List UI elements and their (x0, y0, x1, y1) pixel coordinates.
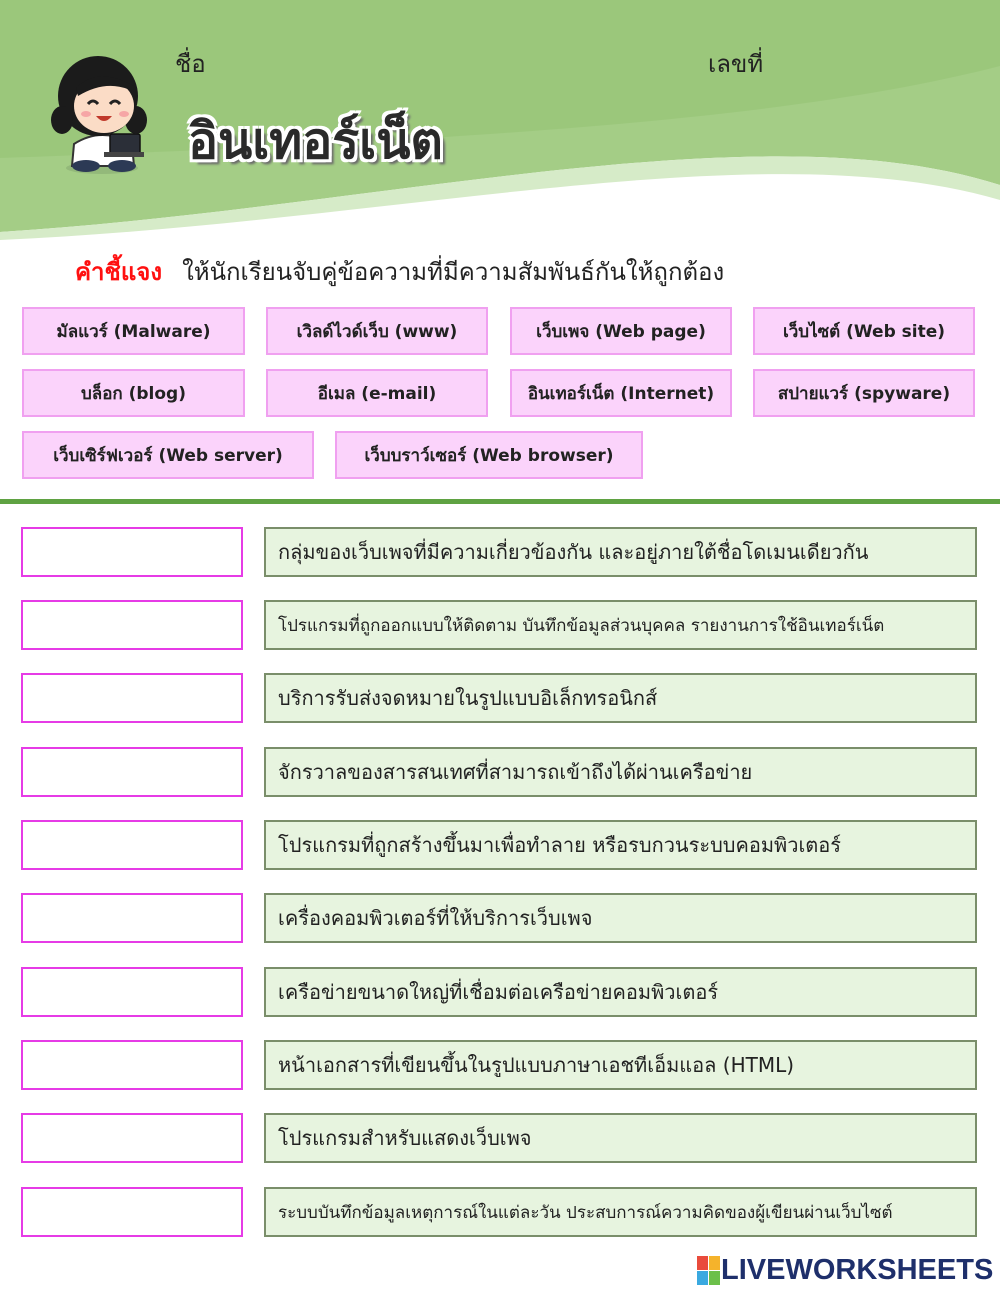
answer-drop-box-5[interactable] (21, 820, 243, 870)
answer-drop-box-4[interactable] (21, 747, 243, 797)
definition-2: โปรแกรมที่ถูกออกแบบให้ติดตาม บันทึกข้อมูลส่วนบุคคล รายงานการใช้อินเทอร์เน็ต (264, 600, 977, 650)
instructions-keyword: คำชี้แจง (75, 258, 163, 286)
section-divider (0, 499, 1000, 504)
answer-drop-box-3[interactable] (21, 673, 243, 723)
liveworksheets-logo-icon (697, 1256, 721, 1286)
student-number-label: เลขที่ (708, 50, 764, 78)
answer-drop-box-6[interactable] (21, 893, 243, 943)
definition-1: กลุ่มของเว็บเพจที่มีความเกี่ยวข้องกัน และอยู่ภายใต้ชื่อโดเมนเดียวกัน (264, 527, 977, 577)
answer-drop-box-10[interactable] (21, 1187, 243, 1237)
definition-4: จักรวาลของสารสนเทศที่สามารถเข้าถึงได้ผ่านเครือข่าย (264, 747, 977, 797)
word-email[interactable]: อีเมล (e-mail) (266, 369, 488, 417)
name-label: ชื่อ (175, 50, 206, 78)
word-web-page[interactable]: เว็บเพจ (Web page) (510, 307, 732, 355)
word-internet[interactable]: อินเทอร์เน็ต (Internet) (510, 369, 732, 417)
word-web-browser[interactable]: เว็บบราว์เซอร์ (Web browser) (335, 431, 643, 479)
instructions (75, 252, 724, 291)
definition-5: โปรแกรมที่ถูกสร้างขึ้นมาเพื่อทำลาย หรือรบกวนระบบคอมพิวเตอร์ (264, 820, 977, 870)
liveworksheets-logo (697, 1254, 993, 1287)
answer-drop-box-8[interactable] (21, 1040, 243, 1090)
answer-drop-box-7[interactable] (21, 967, 243, 1017)
word-www[interactable]: เวิลด์ไวด์เว็บ (www) (266, 307, 488, 355)
definition-9: โปรแกรมสำหรับแสดงเว็บเพจ (264, 1113, 977, 1163)
word-blog[interactable]: บล็อก (blog) (22, 369, 245, 417)
instructions-text: ให้นักเรียนจับคู่ข้อความที่มีความสัมพันธ์กันให้ถูกต้อง (182, 258, 725, 286)
word-web-site[interactable]: เว็บไซต์ (Web site) (753, 307, 975, 355)
answer-drop-box-2[interactable] (21, 600, 243, 650)
definition-8: หน้าเอกสารที่เขียนขึ้นในรูปแบบภาษาเอชทีเอ็มแอล (HTML) (264, 1040, 977, 1090)
definition-3: บริการรับส่งจดหมายในรูปแบบอิเล็กทรอนิกส์ (264, 673, 977, 723)
word-malware[interactable]: มัลแวร์ (Malware) (22, 307, 245, 355)
definition-6: เครื่องคอมพิวเตอร์ที่ให้บริการเว็บเพจ (264, 893, 977, 943)
liveworksheets-logo-text: LIVEWORKSHEETS (721, 1254, 994, 1286)
definition-10: ระบบบันทึกข้อมูลเหตุการณ์ในแต่ละวัน ประสบการณ์ความคิดของผู้เขียนผ่านเว็บไซต์ (264, 1187, 977, 1237)
word-web-server[interactable]: เว็บเซิร์ฟเวอร์ (Web server) (22, 431, 314, 479)
definition-7: เครือข่ายขนาดใหญ่ที่เชื่อมต่อเครือข่ายคอมพิวเตอร์ (264, 967, 977, 1017)
answer-drop-box-1[interactable] (21, 527, 243, 577)
answer-drop-box-9[interactable] (21, 1113, 243, 1163)
word-spyware[interactable]: สปายแวร์ (spyware) (753, 369, 975, 417)
girl-with-laptop-illustration (48, 48, 156, 180)
page-title: อินเทอร์เน็ต (188, 112, 443, 170)
